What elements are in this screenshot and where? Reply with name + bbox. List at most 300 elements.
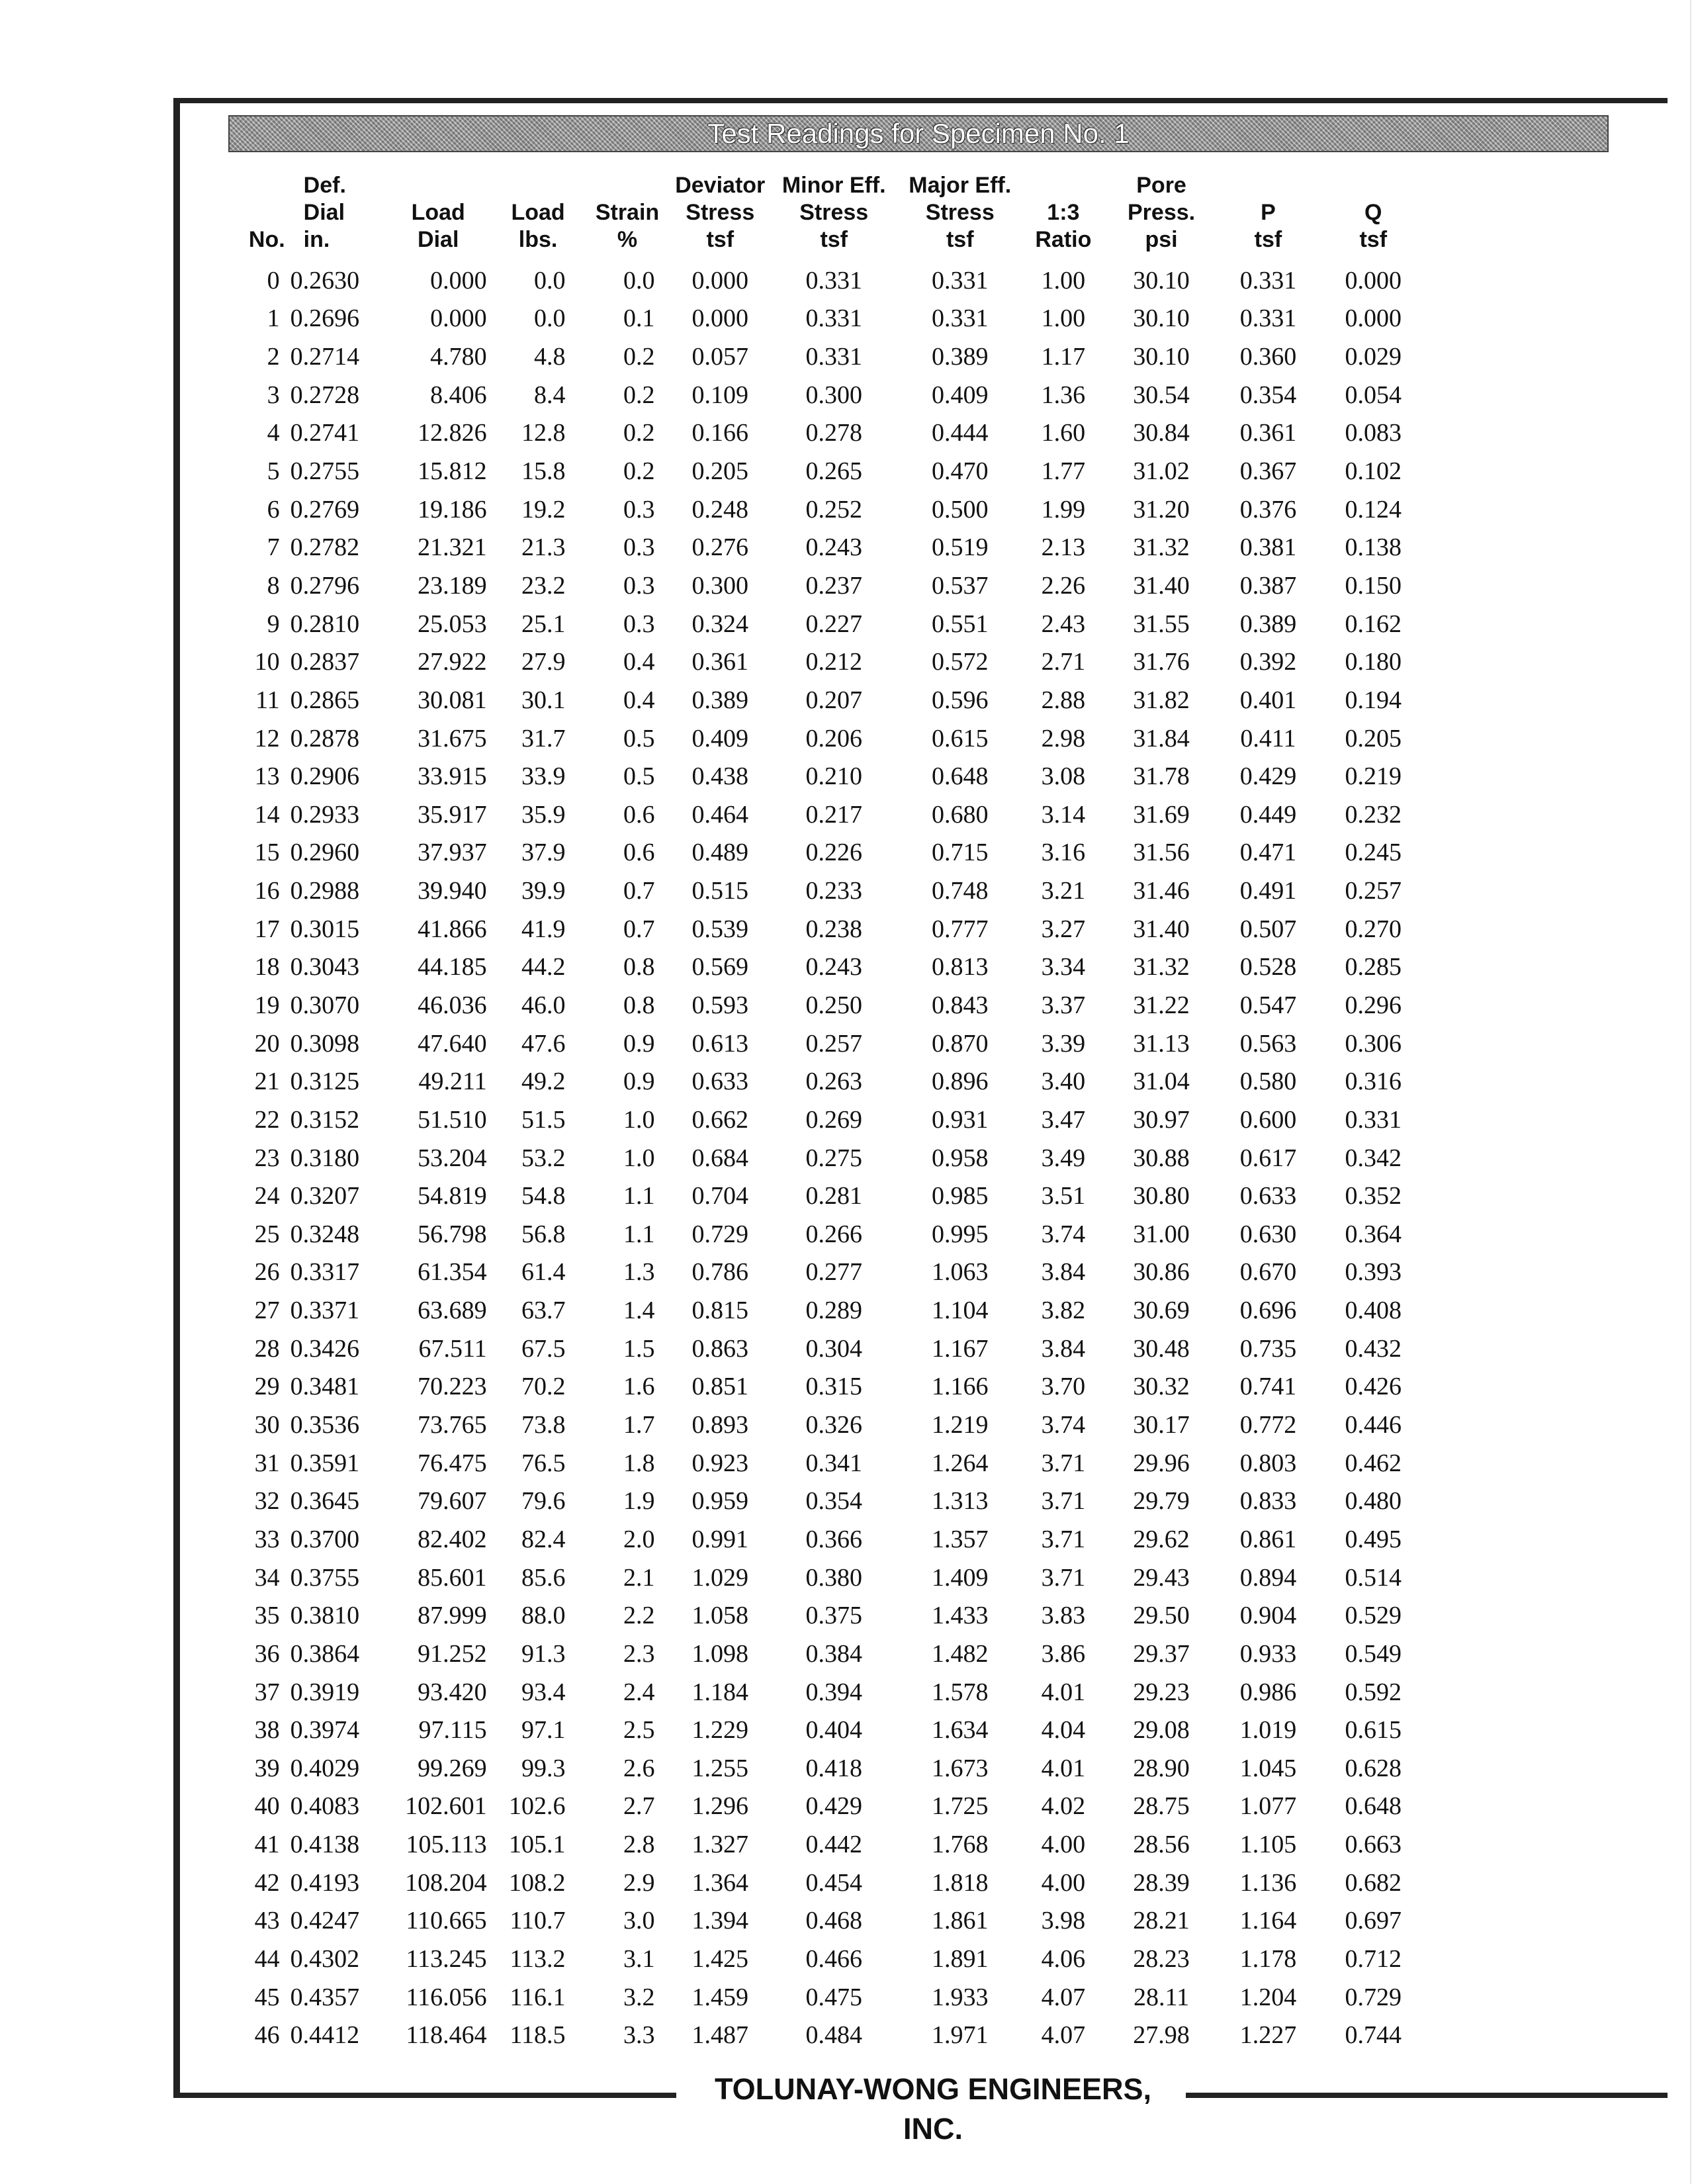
table-cell: 82.4 xyxy=(521,1525,566,1553)
table-cell: 0.289 xyxy=(805,1297,862,1325)
column-header-line: Minor Eff. xyxy=(781,173,886,198)
table-cell: 0.194 xyxy=(1345,686,1402,714)
table-cell: 54.8 xyxy=(521,1182,566,1210)
table-cell: 4.01 xyxy=(1041,1678,1086,1706)
table-cell: 2.7 xyxy=(623,1792,655,1821)
table-cell: 37 xyxy=(254,1678,280,1706)
column-header xyxy=(1023,164,1104,261)
column-header xyxy=(897,164,1024,261)
table-cell: 28.56 xyxy=(1133,1831,1190,1859)
table-cell: 1.487 xyxy=(691,2021,748,2050)
table-cell: 2.6 xyxy=(623,1754,655,1782)
table-cell: 2.1 xyxy=(623,1563,655,1592)
table-cell: 1.167 xyxy=(932,1334,989,1363)
table-row xyxy=(232,796,1429,834)
table-cell: 29.96 xyxy=(1133,1449,1190,1477)
table-cell: 0.833 xyxy=(1239,1487,1297,1516)
table-cell: 0.449 xyxy=(1239,800,1297,829)
table-cell: 1.6 xyxy=(623,1373,655,1401)
table-cell: 56.798 xyxy=(418,1220,487,1248)
table-cell: 0.331 xyxy=(805,266,862,295)
table-cell: 0.491 xyxy=(1239,877,1297,905)
table-cell: 0.000 xyxy=(691,266,748,295)
table-cell: 4.00 xyxy=(1041,1868,1086,1897)
table-row xyxy=(232,757,1429,796)
table-cell: 0.380 xyxy=(805,1563,862,1592)
table-cell: 1.019 xyxy=(1239,1716,1297,1745)
table-cell: 20 xyxy=(254,1029,280,1058)
table-cell: 0.991 xyxy=(691,1525,748,1553)
table-cell: 0.515 xyxy=(691,877,748,905)
table-cell: 0.375 xyxy=(805,1602,862,1630)
table-cell: 0.735 xyxy=(1239,1334,1297,1363)
table-cell: 0.304 xyxy=(805,1334,862,1363)
table-cell: 41.9 xyxy=(521,915,566,943)
table-cell: 0.7 xyxy=(623,915,655,943)
table-cell: 1.818 xyxy=(932,1868,989,1897)
table-cell: 0.663 xyxy=(1345,1831,1402,1859)
table-cell: 61.4 xyxy=(521,1258,566,1287)
table-cell: 0.712 xyxy=(1345,1945,1402,1973)
table-cell: 0.2782 xyxy=(290,533,360,562)
table-cell: 0.529 xyxy=(1345,1602,1402,1630)
table-cell: 0.381 xyxy=(1239,533,1297,562)
column-header-line: Ratio xyxy=(1035,227,1092,252)
table-cell: 0.352 xyxy=(1345,1182,1402,1210)
table-cell: 0.2878 xyxy=(290,724,360,752)
table-cell: 0.777 xyxy=(932,915,989,943)
table-cell: 12.8 xyxy=(521,419,566,447)
page-title: Test Readings for Specimen No. 1 xyxy=(707,118,1130,149)
table-cell: 0.354 xyxy=(805,1487,862,1516)
table-cell: 0.429 xyxy=(805,1792,862,1821)
table-cell: 3.21 xyxy=(1041,877,1086,905)
table-cell: 0.392 xyxy=(1239,648,1297,676)
table-cell: 0.212 xyxy=(805,648,862,676)
table-cell: 0.000 xyxy=(691,304,748,333)
table-cell: 1.229 xyxy=(691,1716,748,1745)
table-cell: 85.601 xyxy=(418,1563,487,1592)
table-row xyxy=(232,567,1429,605)
table-cell: 0.285 xyxy=(1345,953,1402,981)
table-cell: 0.2810 xyxy=(290,610,360,638)
table-cell: 33.915 xyxy=(418,762,487,791)
table-cell: 0.592 xyxy=(1345,1678,1402,1706)
table-row xyxy=(232,1902,1429,1940)
table-cell: 0.772 xyxy=(1239,1411,1297,1439)
table-cell: 0.277 xyxy=(805,1258,862,1287)
table-cell: 0.2714 xyxy=(290,343,360,371)
table-cell: 0.219 xyxy=(1345,762,1402,791)
table-cell: 0.266 xyxy=(805,1220,862,1248)
table-cell: 23 xyxy=(254,1144,280,1172)
table-cell: 0.3 xyxy=(623,533,655,562)
table-cell: 1.357 xyxy=(932,1525,989,1553)
table-cell: 27.922 xyxy=(418,648,487,676)
table-cell: 1.7 xyxy=(623,1411,655,1439)
table-cell: 0.341 xyxy=(805,1449,862,1477)
table-cell: 0.4029 xyxy=(290,1754,360,1782)
table-cell: 0.138 xyxy=(1345,533,1402,562)
table-cell: 1.673 xyxy=(932,1754,989,1782)
table-cell: 0.281 xyxy=(805,1182,862,1210)
table-cell: 0.697 xyxy=(1345,1907,1402,1935)
table-cell: 0.569 xyxy=(691,953,748,981)
table-cell: 6 xyxy=(267,495,280,523)
table-cell: 0.2755 xyxy=(290,457,360,486)
table-cell: 0.9 xyxy=(623,1068,655,1096)
table-cell: 28.39 xyxy=(1133,1868,1190,1897)
table-cell: 4.8 xyxy=(534,343,566,371)
table-cell: 30.86 xyxy=(1133,1258,1190,1287)
table-cell: 0.438 xyxy=(691,762,748,791)
table-cell: 0.596 xyxy=(932,686,989,714)
table-cell: 0.360 xyxy=(1239,343,1297,371)
table-cell: 0.083 xyxy=(1345,419,1402,447)
table-cell: 0.4 xyxy=(623,686,655,714)
table-cell: 0.3317 xyxy=(290,1258,360,1287)
table-cell: 0.480 xyxy=(1345,1487,1402,1516)
table-cell: 0.276 xyxy=(691,533,748,562)
table-cell: 2.0 xyxy=(623,1525,655,1553)
table-cell: 3.74 xyxy=(1041,1411,1086,1439)
table-cell: 0.680 xyxy=(932,800,989,829)
table-cell: 0.528 xyxy=(1239,953,1297,981)
table-cell: 1.425 xyxy=(691,1945,748,1973)
table-cell: 0.3098 xyxy=(290,1029,360,1058)
table-cell: 0.206 xyxy=(805,724,862,752)
table-cell: 0.411 xyxy=(1240,724,1296,752)
table-cell: 30.80 xyxy=(1133,1182,1190,1210)
column-header-line: tsf xyxy=(820,227,848,252)
table-cell: 85.6 xyxy=(521,1563,566,1592)
table-cell: 1.136 xyxy=(1239,1868,1297,1897)
table-cell: 28.75 xyxy=(1133,1792,1190,1821)
table-cell: 0.394 xyxy=(805,1678,862,1706)
table-cell: 0.2696 xyxy=(290,304,360,333)
table-cell: 0.2 xyxy=(623,343,655,371)
table-cell: 30.17 xyxy=(1133,1411,1190,1439)
table-cell: 63.689 xyxy=(418,1297,487,1325)
table-cell: 0.613 xyxy=(691,1029,748,1058)
table-cell: 0.109 xyxy=(691,381,748,409)
column-header-line: No. xyxy=(248,227,285,252)
table-cell: 0.958 xyxy=(932,1144,989,1172)
table-cell: 0.331 xyxy=(1239,266,1297,295)
table-cell: 0.600 xyxy=(1239,1105,1297,1134)
table-cell: 0.495 xyxy=(1345,1525,1402,1553)
column-header-line: Press. xyxy=(1128,200,1196,225)
table-cell: 102.601 xyxy=(405,1792,487,1821)
table-cell: 25.053 xyxy=(418,610,487,638)
table-cell: 0.408 xyxy=(1345,1297,1402,1325)
table-cell: 0.696 xyxy=(1239,1297,1297,1325)
table-cell: 0.537 xyxy=(932,571,989,600)
table-cell: 0.265 xyxy=(805,457,862,486)
table-cell: 3.39 xyxy=(1041,1029,1086,1058)
table-cell: 0.8 xyxy=(623,991,655,1019)
table-cell: 0.744 xyxy=(1345,2021,1402,2050)
table-cell: 0.029 xyxy=(1345,343,1402,371)
column-header-line: Stress xyxy=(686,200,755,225)
table-cell: 0.9 xyxy=(623,1029,655,1058)
table-cell: 0.232 xyxy=(1345,800,1402,829)
table-cell: 0 xyxy=(267,266,280,295)
table-cell: 118.5 xyxy=(510,2021,566,2050)
table-cell: 0.3 xyxy=(623,495,655,523)
table-cell: 0.250 xyxy=(805,991,862,1019)
table-cell: 0.238 xyxy=(805,915,862,943)
table-cell: 0.748 xyxy=(932,877,989,905)
table-cell: 1.255 xyxy=(691,1754,748,1782)
column-header xyxy=(232,164,288,261)
table-row xyxy=(232,452,1429,490)
table-cell: 0.226 xyxy=(805,839,862,867)
table-cell: 0.466 xyxy=(805,1945,862,1973)
table-cell: 0.331 xyxy=(805,343,862,371)
table-cell: 0.815 xyxy=(691,1297,748,1325)
table-cell: 88.0 xyxy=(521,1602,566,1630)
table-row xyxy=(232,2016,1429,2054)
table-cell: 0.704 xyxy=(691,1182,748,1210)
table-cell: 51.5 xyxy=(521,1105,566,1134)
table-cell: 1.045 xyxy=(1239,1754,1297,1782)
table-cell: 0.4247 xyxy=(290,1907,360,1935)
table-cell: 38 xyxy=(254,1716,280,1745)
table-cell: 1.394 xyxy=(691,1907,748,1935)
table-cell: 25 xyxy=(254,1220,280,1248)
table-row xyxy=(232,1864,1429,1902)
table-cell: 30.10 xyxy=(1133,266,1190,295)
table-cell: 12 xyxy=(254,724,280,752)
table-cell: 0.893 xyxy=(691,1411,748,1439)
table-cell: 0.1 xyxy=(623,304,655,333)
table-cell: 49.2 xyxy=(521,1068,566,1096)
table-cell: 0.342 xyxy=(1345,1144,1402,1172)
table-cell: 29.62 xyxy=(1133,1525,1190,1553)
table-cell: 17 xyxy=(254,915,280,943)
table-cell: 29.23 xyxy=(1133,1678,1190,1706)
table-cell: 0.393 xyxy=(1345,1258,1402,1287)
table-cell: 15.812 xyxy=(418,457,487,486)
table-cell: 0.684 xyxy=(691,1144,748,1172)
table-cell: 0.7 xyxy=(623,877,655,905)
table-cell: 19 xyxy=(254,991,280,1019)
table-cell: 0.813 xyxy=(932,953,989,981)
table-cell: 0.4412 xyxy=(290,2021,360,2050)
table-cell: 2.26 xyxy=(1041,571,1086,600)
table-cell: 0.269 xyxy=(805,1105,862,1134)
table-cell: 3.40 xyxy=(1041,1068,1086,1096)
table-cell: 110.665 xyxy=(406,1907,487,1935)
table-cell: 0.331 xyxy=(805,304,862,333)
table-cell: 44 xyxy=(254,1945,280,1973)
column-header-line: tsf xyxy=(1359,227,1388,252)
table-cell: 8 xyxy=(267,571,280,600)
table-cell: 91.3 xyxy=(521,1639,566,1668)
table-cell: 9 xyxy=(267,610,280,638)
table-cell: 0.0 xyxy=(534,304,566,333)
table-cell: 1.409 xyxy=(932,1563,989,1592)
table-cell: 31.69 xyxy=(1133,800,1190,829)
table-cell: 0.2796 xyxy=(290,571,360,600)
table-cell: 5 xyxy=(267,457,280,486)
table-cell: 1.00 xyxy=(1041,304,1086,333)
table-cell: 73.8 xyxy=(521,1411,566,1439)
table-cell: 0.150 xyxy=(1345,571,1402,600)
table-cell: 21 xyxy=(254,1068,280,1096)
table-cell: 0.389 xyxy=(691,686,748,714)
table-cell: 0.2988 xyxy=(290,877,360,905)
table-cell: 1.17 xyxy=(1041,343,1086,371)
table-cell: 0.729 xyxy=(691,1220,748,1248)
table-cell: 28 xyxy=(254,1334,280,1363)
table-cell: 1.77 xyxy=(1041,457,1086,486)
table-cell: 0.470 xyxy=(932,457,989,486)
page-border-top xyxy=(173,98,1668,103)
table-cell: 34 xyxy=(254,1563,280,1592)
table-cell: 1.99 xyxy=(1041,495,1086,523)
table-row xyxy=(232,986,1429,1024)
table-cell: 0.580 xyxy=(1239,1068,1297,1096)
table-cell: 3.71 xyxy=(1041,1449,1086,1477)
table-cell: 2.9 xyxy=(623,1868,655,1897)
table-cell: 23.189 xyxy=(418,571,487,600)
page-border-left xyxy=(173,98,180,2095)
table-cell: 0.205 xyxy=(1345,724,1402,752)
column-header-line: 1:3 xyxy=(1047,200,1080,225)
table-cell: 33.9 xyxy=(521,762,566,791)
table-cell: 0.326 xyxy=(805,1411,862,1439)
table-row xyxy=(232,1444,1429,1482)
table-cell: 113.2 xyxy=(510,1945,566,1973)
table-cell: 1.768 xyxy=(932,1831,989,1859)
table-cell: 0.315 xyxy=(805,1373,862,1401)
table-row xyxy=(232,1559,1429,1597)
table-cell: 3.71 xyxy=(1041,1525,1086,1553)
table-row xyxy=(232,300,1429,338)
column-header-line: tsf xyxy=(946,227,974,252)
table-cell: 0.3207 xyxy=(290,1182,360,1210)
table-cell: 30.1 xyxy=(521,686,566,714)
table-cell: 31 xyxy=(254,1449,280,1477)
table-cell: 0.366 xyxy=(805,1525,862,1553)
table-cell: 3.84 xyxy=(1041,1334,1086,1363)
table-cell: 73.765 xyxy=(418,1411,487,1439)
table-cell: 1.933 xyxy=(932,1983,989,2011)
table-cell: 0.628 xyxy=(1345,1754,1402,1782)
table-cell: 0.519 xyxy=(932,533,989,562)
table-cell: 99.3 xyxy=(521,1754,566,1782)
table-cell: 33 xyxy=(254,1525,280,1553)
table-cell: 4.07 xyxy=(1041,2021,1086,2050)
table-cell: 0.563 xyxy=(1239,1029,1297,1058)
table-cell: 30.97 xyxy=(1133,1105,1190,1134)
table-cell: 53.204 xyxy=(418,1144,487,1172)
table-cell: 27.98 xyxy=(1133,2021,1190,2050)
column-header-line: tsf xyxy=(706,227,735,252)
table-cell: 30.10 xyxy=(1133,304,1190,333)
table-row xyxy=(232,872,1429,910)
table-cell: 0.444 xyxy=(932,419,989,447)
table-cell: 0.861 xyxy=(1239,1525,1297,1553)
table-cell: 0.057 xyxy=(691,343,748,371)
table-cell: 2.71 xyxy=(1041,648,1086,676)
table-cell: 0.124 xyxy=(1345,495,1402,523)
table-cell: 0.331 xyxy=(1345,1105,1402,1134)
table-cell: 3.70 xyxy=(1041,1373,1086,1401)
table-cell: 1.482 xyxy=(932,1639,989,1668)
table-cell: 29.08 xyxy=(1133,1716,1190,1745)
table-cell: 0.387 xyxy=(1239,571,1297,600)
table-cell: 22 xyxy=(254,1105,280,1134)
page-border-bottom-right xyxy=(1186,2093,1668,2098)
table-cell: 0.180 xyxy=(1345,648,1402,676)
table-cell: 0.166 xyxy=(691,419,748,447)
table-row xyxy=(232,910,1429,948)
table-row xyxy=(232,1825,1429,1864)
table-cell: 27.9 xyxy=(521,648,566,676)
table-cell: 0.401 xyxy=(1239,686,1297,714)
table-cell: 0.054 xyxy=(1345,381,1402,409)
column-header-line: in. xyxy=(303,227,330,252)
table-cell: 82.402 xyxy=(418,1525,487,1553)
table-cell: 0.367 xyxy=(1239,457,1297,486)
column-header-line: psi xyxy=(1145,227,1178,252)
table-cell: 41.866 xyxy=(418,915,487,943)
table-cell: 108.2 xyxy=(509,1868,566,1897)
table-cell: 0.3810 xyxy=(290,1602,360,1630)
table-cell: 0.896 xyxy=(932,1068,989,1096)
table-cell: 0.894 xyxy=(1239,1563,1297,1592)
table-row xyxy=(232,605,1429,643)
table-cell: 19.2 xyxy=(521,495,566,523)
table-cell: 8.406 xyxy=(430,381,487,409)
table-cell: 15.8 xyxy=(521,457,566,486)
table-cell: 0.361 xyxy=(691,648,748,676)
table-cell: 102.6 xyxy=(509,1792,566,1821)
table-cell: 0.243 xyxy=(805,533,862,562)
table-row xyxy=(232,681,1429,719)
table-cell: 2.13 xyxy=(1041,533,1086,562)
table-cell: 29.79 xyxy=(1133,1487,1190,1516)
table-cell: 0.207 xyxy=(805,686,862,714)
table-cell: 0.933 xyxy=(1239,1639,1297,1668)
table-cell: 0.514 xyxy=(1345,1563,1402,1592)
table-cell: 0.3 xyxy=(623,571,655,600)
table-cell: 31.7 xyxy=(521,724,566,752)
table-cell: 0.429 xyxy=(1239,762,1297,791)
table-cell: 0.2 xyxy=(623,457,655,486)
table-body xyxy=(232,261,1429,2054)
table-cell: 0.4083 xyxy=(290,1792,360,1821)
table-cell: 1.60 xyxy=(1041,419,1086,447)
table-cell: 30.081 xyxy=(418,686,487,714)
table-row xyxy=(232,719,1429,758)
table-cell: 0.2741 xyxy=(290,419,360,447)
table-cell: 0.4138 xyxy=(290,1831,360,1859)
table-cell: 21.3 xyxy=(521,533,566,562)
table-cell: 56.8 xyxy=(521,1220,566,1248)
table-cell: 0.331 xyxy=(1239,304,1297,333)
table-cell: 1.105 xyxy=(1239,1831,1297,1859)
table-cell: 0.3591 xyxy=(290,1449,360,1477)
table-cell: 0.3426 xyxy=(290,1334,360,1363)
table-row xyxy=(232,1177,1429,1215)
table-cell: 13 xyxy=(254,762,280,791)
table-cell: 0.615 xyxy=(1345,1716,1402,1745)
table-cell: 49.211 xyxy=(418,1068,487,1096)
